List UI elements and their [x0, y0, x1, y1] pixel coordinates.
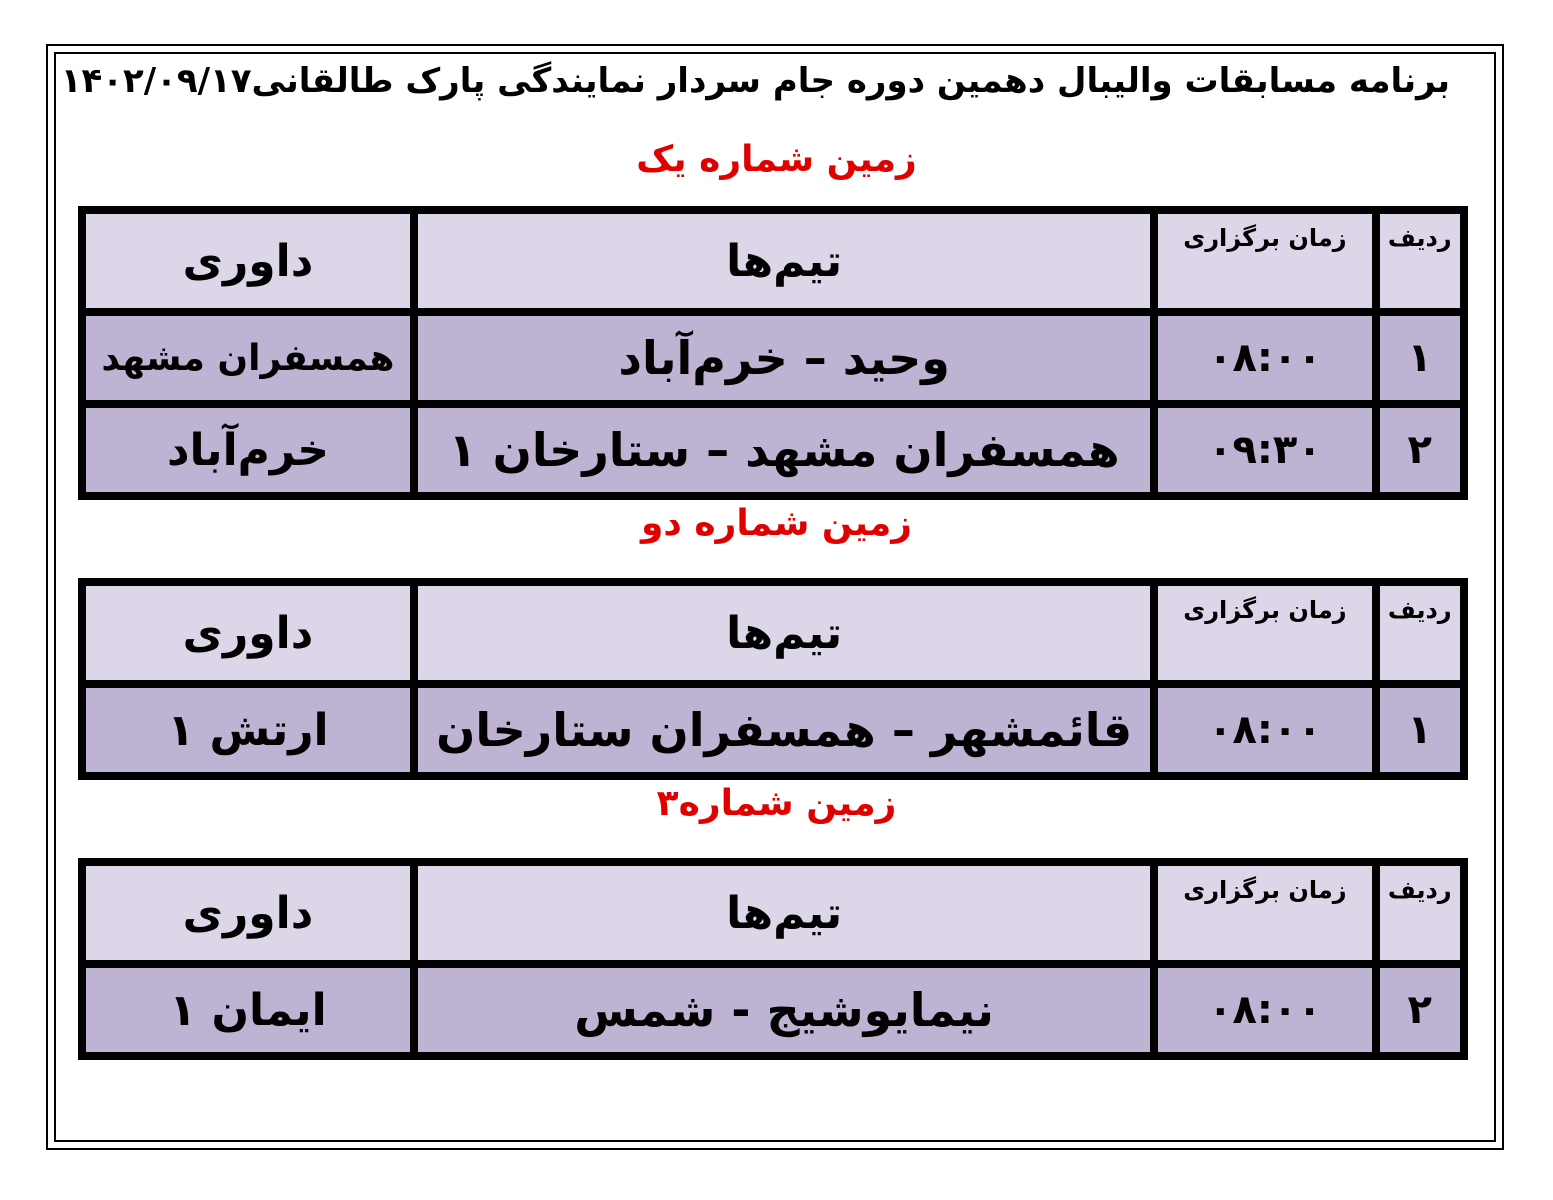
row-referee: خرم‌آباد [86, 408, 410, 492]
court-title-2: زمین شماره دو [640, 503, 913, 544]
header-time: زمان برگزاری [1158, 866, 1371, 960]
row-time: ۰۸:۰۰ [1158, 688, 1371, 772]
court-title-1: زمین شماره یک [636, 139, 917, 180]
row-teams: همسفران مشهد – ستارخان ۱ [418, 408, 1150, 492]
row-num: ۱ [1380, 688, 1460, 772]
header-teams: تیم‌ها [418, 214, 1150, 308]
row-referee: ارتش ۱ [86, 688, 410, 772]
row-num: ۲ [1380, 408, 1460, 492]
schedule-table-court-2 [78, 578, 1468, 780]
header-num: ردیف [1380, 214, 1460, 308]
header-teams: تیم‌ها [418, 866, 1150, 960]
header-referee: داوری [86, 586, 410, 680]
row-teams: نیمایوشیج - شمس [418, 968, 1150, 1052]
table-header-row [86, 586, 1460, 680]
row-referee: ایمان ۱ [86, 968, 410, 1052]
table-header-row [86, 214, 1460, 308]
header-time: زمان برگزاری [1158, 586, 1371, 680]
row-referee: همسفران مشهد [86, 316, 410, 400]
header-referee: داوری [86, 866, 410, 960]
row-teams: قائمشهر – همسفران ستارخان [418, 688, 1150, 772]
row-num: ۲ [1380, 968, 1460, 1052]
court-title-3: زمین شماره۳ [656, 783, 897, 824]
header-teams: تیم‌ها [418, 586, 1150, 680]
schedule-table-court-3 [78, 858, 1468, 1060]
header-referee: داوری [86, 214, 410, 308]
row-time: ۰۸:۰۰ [1158, 968, 1371, 1052]
schedule-table-court-1 [78, 206, 1468, 500]
table-row [86, 408, 1460, 492]
row-time: ۰۹:۳۰ [1158, 408, 1371, 492]
header-num: ردیف [1380, 586, 1460, 680]
table-row [86, 968, 1460, 1052]
row-time: ۰۸:۰۰ [1158, 316, 1371, 400]
header-num: ردیف [1380, 866, 1460, 960]
row-num: ۱ [1380, 316, 1460, 400]
table-row [86, 688, 1460, 772]
page-title: برنامه مسابقات والیبال دهمین دوره جام سردار نمایندگی پارک طالقانی۱۴۰۲/۰۹/۱۷ [60, 61, 1450, 101]
table-row [86, 316, 1460, 400]
row-teams: وحید – خرم‌آباد [418, 316, 1150, 400]
table-header-row [86, 866, 1460, 960]
header-time: زمان برگزاری [1158, 214, 1371, 308]
